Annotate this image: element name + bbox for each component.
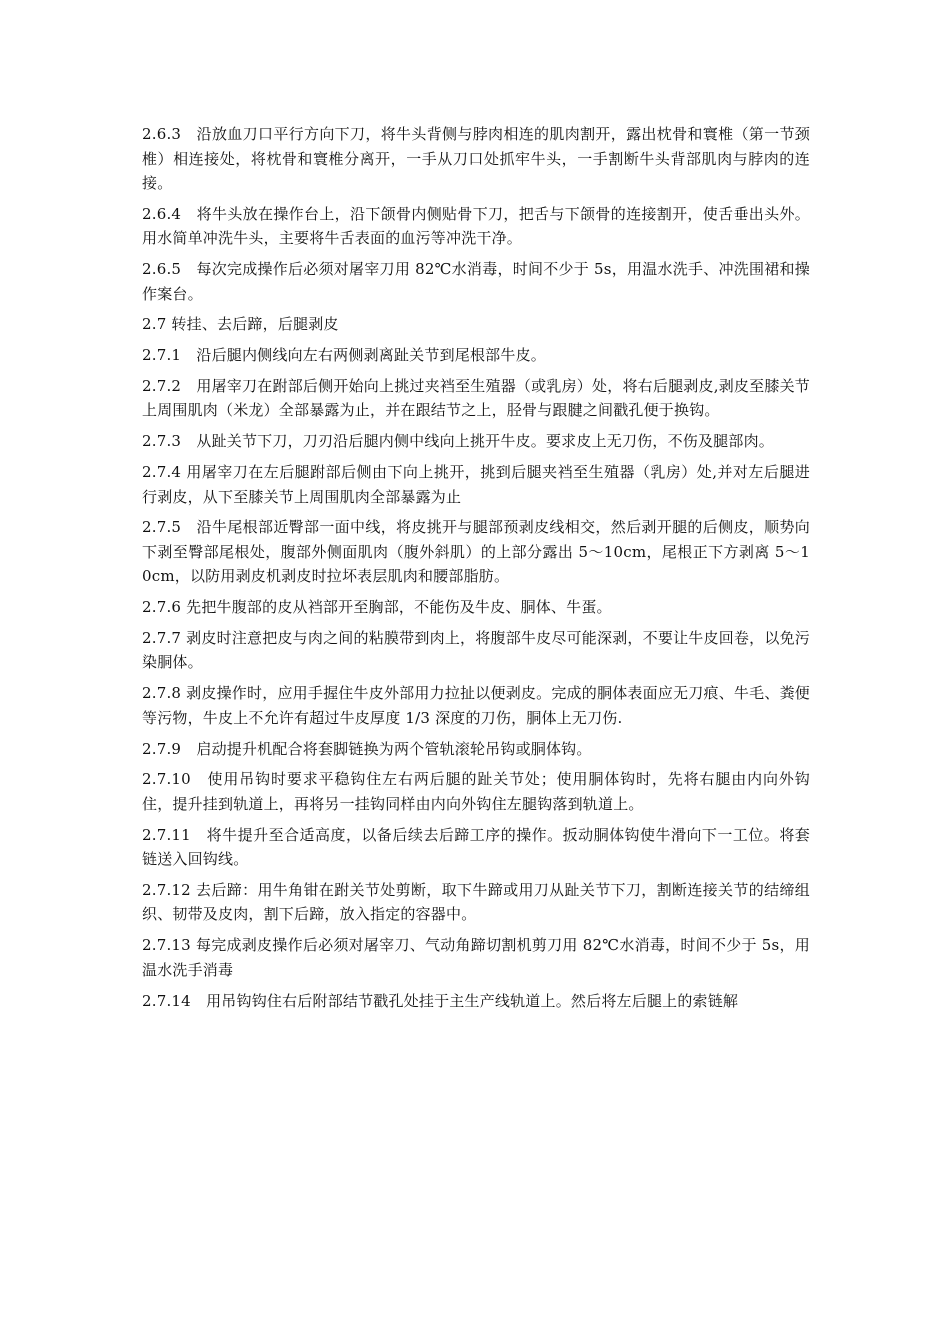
paragraph-2-7-10: 2.7.10 使用吊钩时要求平稳钩住左右两后腿的趾关节处；使用胴体钩时，先将右腿由内向外钩住，提升挂到轨道上，再将另一挂钩同样由内向外钩住左腿钩落到轨道上。 xyxy=(142,770,810,813)
paragraph-2-7-9: 2.7.9 启动提升机配合将套脚链换为两个管轨滚轮吊钩或胴体钩。 xyxy=(142,739,592,758)
paragraph-2-7-7: 2.7.7 剥皮时注意把皮与肉之间的粘膜带到肉上，将腹部牛皮尽可能深剥，不要让牛皮回卷，以免污染胴体。 xyxy=(142,628,810,672)
paragraph-2-7-13: 2.7.13 每完成剥皮操作后必须对屠宰刀、气动角蹄切割机剪刀用 82℃水消毒，时间不少于 5s，用温水洗手消毒 xyxy=(142,936,810,979)
paragraph-2-7-12: 2.7.12 去后蹄：用牛角钳在跗关节处剪断，取下牛蹄或用刀从趾关节下刀，割断连接关节的结缔组织、韧带及皮肉，割下后蹄，放入指定的容器中。 xyxy=(142,880,810,924)
paragraph-2-7-4: 2.7.4 用屠宰刀在左后腿跗部后侧由下向上挑开，挑到后腿夹裆至生殖器（乳房）处,并对左后腿进行剥皮，从下至膝关节上周围肌肉全部暴露为止 xyxy=(142,463,810,506)
paragraph-2-7-8: 2.7.8 剥皮操作时，应用手握住牛皮外部用力拉扯以便剥皮。完成的胴体表面应无刀痕、牛毛、粪便等污物，牛皮上不允许有超过牛皮厚度 1/3 深度的刀伤，胴体上无刀伤. xyxy=(142,684,810,727)
section-heading-2-7: 2.7 转挂、去后蹄，后腿剥皮 xyxy=(142,315,339,334)
paragraph-2-7-6: 2.7.6 先把牛腹部的皮从裆部开至胸部，不能伤及牛皮、胴体、牛蛋。 xyxy=(142,598,612,617)
paragraph-2-7-3: 2.7.3 从趾关节下刀，刀刃沿后腿内侧中线向上挑开牛皮。要求皮上无刀伤，不伤及腿部肉。 xyxy=(142,432,774,451)
paragraph-2-6-4: 2.6.4 将牛头放在操作台上，沿下颌骨内侧贴骨下刀，把舌与下颌骨的连接割开，使舌垂出头外。用水简单冲洗牛头，主要将牛舌表面的血污等冲洗干净。 xyxy=(142,204,810,248)
paragraph-2-7-14: 2.7.14 用吊钩钩住右后附部结节戳孔处挂于主生产线轨道上。然后将左后腿上的索链解 xyxy=(142,991,739,1010)
paragraph-2-6-5: 2.6.5 每次完成操作后必须对屠宰刀用 82℃水消毒，时间不少于 5s，用温水洗手、冲洗围裙和操作案台。 xyxy=(142,260,810,303)
paragraph-2-7-11: 2.7.11 将牛提升至合适高度，以备后续去后蹄工序的操作。扳动胴体钩使牛滑向下一工位。将套链送入回钩线。 xyxy=(142,825,810,869)
document-body xyxy=(142,122,810,1019)
paragraph-2-7-5: 2.7.5 沿牛尾根部近臀部一面中线，将皮挑开与腿部预剥皮线相交，然后剥开腿的后侧皮，顺势向下剥至臀部尾根处，腹部外侧面肌肉（腹外斜肌）的上部分露出 5～10cm，尾根正下方剥离 5～10cm，以防用剥皮机剥皮时拉坏表层肌肉和腰部脂肪。 xyxy=(142,518,810,586)
paragraph-2-7-2: 2.7.2 用屠宰刀在跗部后侧开始向上挑过夹裆至生殖器（或乳房）处，将右后腿剥皮,剥皮至膝关节上周围肌肉（米龙）全部暴露为止，并在跟结节之上，胫骨与跟腱之间戳孔便于换钩。 xyxy=(142,376,810,420)
paragraph-2-6-3: 2.6.3 沿放血刀口平行方向下刀，将牛头背侧与脖肉相连的肌肉割开，露出枕骨和寰椎（第一节颈椎）相连接处，将枕骨和寰椎分离开，一手从刀口处抓牢牛头，一手割断牛头背部肌肉与脖肉的连接。 xyxy=(142,125,810,192)
paragraph-2-7-1: 2.7.1 沿后腿内侧线向左右两侧剥离趾关节到尾根部牛皮。 xyxy=(142,346,546,365)
